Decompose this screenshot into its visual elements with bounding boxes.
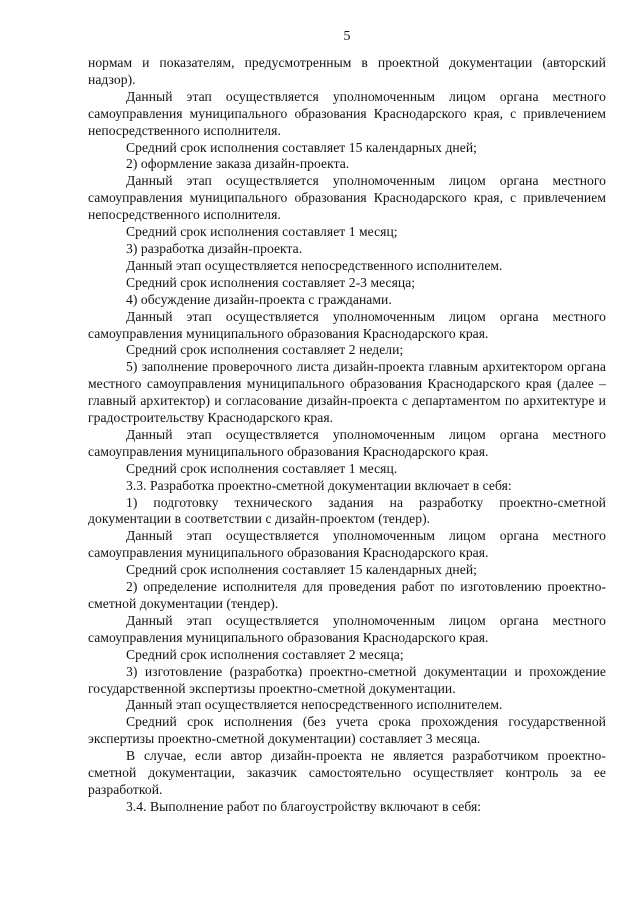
paragraph: Данный этап осуществляется уполномоченным лицом органа местного самоуправления муниципального образования Краснодарского края, с привлечением непосредственного исполнителя. [88, 173, 606, 223]
paragraph: Данный этап осуществляется уполномоченным лицом органа местного самоуправления муниципального образования Краснодарского края. [88, 612, 606, 645]
paragraph: Средний срок исполнения (без учета срока прохождения государственной экспертизы проектно-сметной документации) составляет 3 месяца. [88, 714, 606, 747]
section-heading-3-3: 3.3. Разработка проектно-сметной документации включает в себя: [126, 477, 512, 493]
paragraph: 3) изготовление (разработка) проектно-сметной документации и прохождение государственной экспертизы проектно-сметной документации. [88, 663, 606, 696]
paragraph: 4) обсуждение дизайн-проекта с гражданами. [126, 291, 392, 307]
paragraph: Данный этап осуществляется непосредственного исполнителем. [126, 257, 503, 273]
paragraph: Средний срок исполнения составляет 2-3 месяца; [126, 274, 416, 290]
paragraph: Средний срок исполнения составляет 1 месяц; [126, 224, 398, 240]
paragraph: Средний срок исполнения составляет 15 календарных дней; [126, 139, 477, 155]
paragraph: Данный этап осуществляется уполномоченным лицом органа местного самоуправления муниципального образования Краснодарского края. [88, 426, 606, 459]
paragraph: Средний срок исполнения составляет 2 месяца; [126, 646, 404, 662]
paragraph: Данный этап осуществляется уполномоченным лицом органа местного самоуправления муниципального образования Краснодарского края. [88, 308, 606, 341]
paragraph: Средний срок исполнения составляет 2 недели; [126, 342, 404, 358]
section-heading-3-4: 3.4. Выполнение работ по благоустройству включают в себя: [126, 798, 482, 814]
body-text [88, 55, 606, 816]
page-number: 5 [343, 29, 351, 44]
paragraph: Данный этап осуществляется непосредственного исполнителем. [126, 697, 503, 713]
paragraph: Средний срок исполнения составляет 1 месяц. [126, 460, 398, 476]
paragraph: 2) определение исполнителя для проведения работ по изготовлению проектно-сметной документации (тендер). [88, 579, 606, 611]
paragraph: 3) разработка дизайн-проекта. [126, 240, 303, 256]
paragraph: Данный этап осуществляется уполномоченным лицом органа местного самоуправления муниципального образования Краснодарского края, с привлечением непосредственного исполнителя. [88, 88, 606, 138]
paragraph: В случае, если автор дизайн-проекта не является разработчиком проектно-сметной документации, заказчик самостоятельно осуществляет контроль за ее разработкой. [88, 748, 606, 797]
paragraph: 2) оформление заказа дизайн-проекта. [126, 156, 350, 172]
paragraph: Данный этап осуществляется уполномоченным лицом органа местного самоуправления муниципального образования Краснодарского края. [88, 528, 606, 561]
paragraph: 1) подготовку технического задания на разработку проектно-сметной документации в соответствии с дизайн-проектом (тендер). [88, 494, 606, 527]
paragraph: нормам и показателям, предусмотренным в проектной документации (авторский надзор). [88, 55, 606, 87]
paragraph: Средний срок исполнения составляет 15 календарных дней; [126, 562, 477, 578]
paragraph: 5) заполнение проверочного листа дизайн-проекта главным архитектором органа местного самоуправления муниципального образования Краснодарского края (далее – главный архитектор) и согласование дизайн-проекта с департаментом по архитектуре и градостроительству Краснодарского края. [88, 359, 606, 426]
